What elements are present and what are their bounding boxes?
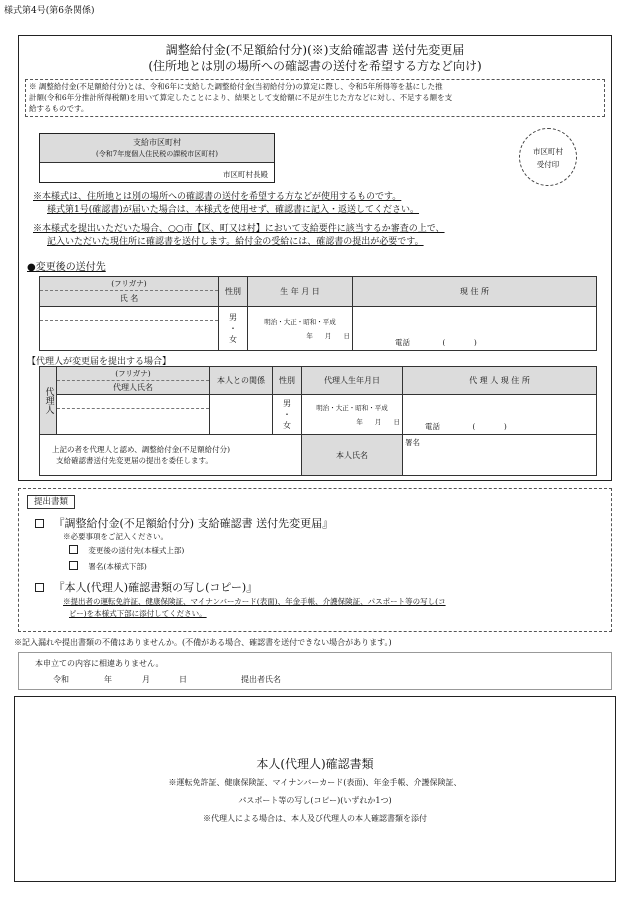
proxy-table bbox=[39, 366, 597, 476]
stamp-label: 受付印 bbox=[536, 160, 560, 169]
gender-label: 性別 bbox=[219, 277, 248, 307]
municipality-title: 支給市区町村 bbox=[133, 138, 181, 147]
proxy-name-label: 代理人氏名 bbox=[113, 383, 153, 392]
submitter-name-input[interactable] bbox=[299, 673, 589, 687]
birthdate-input[interactable] bbox=[248, 307, 353, 351]
notice-line: ※本様式を提出いただいた場合、○○市【区、町又は村】において支給要件に該当するか審査の上で、 bbox=[33, 224, 445, 234]
document1-note: ※必要事項をご記入ください。 bbox=[63, 532, 168, 541]
phone-input[interactable]: ( ) bbox=[472, 422, 507, 431]
proxy-gender-select[interactable] bbox=[273, 395, 302, 435]
gender-female: 女 bbox=[283, 421, 291, 430]
date-month: 月 bbox=[142, 675, 150, 684]
note-line: 給するものです。 bbox=[29, 104, 89, 113]
completeness-note: ※記入漏れや提出書類の不備はありませんか。(不備がある場合、確認書を送付できない場合があります。) bbox=[14, 638, 392, 647]
id-document-attach-area[interactable] bbox=[14, 696, 616, 882]
form-subtitle: (住所地とは別の場所への確認書の送付を希望する方など向け) bbox=[148, 59, 482, 73]
address-input[interactable] bbox=[353, 307, 597, 351]
era-options: 明治・大正・昭和・平成 bbox=[264, 317, 336, 326]
id-box-line: ※運転免許証、健康保険証、マイナンバーカード(表面)、年金手帳、介護保険証、 bbox=[168, 778, 462, 787]
furigana-label: (フリガナ) bbox=[40, 277, 218, 291]
name-input[interactable] bbox=[40, 321, 218, 350]
id-box-line: ※代理人による場合は、本人及び代理人の本人確認書類を添付 bbox=[203, 814, 427, 823]
sub2-label: 署名(本様式下部) bbox=[88, 562, 147, 571]
gender-male: 男 bbox=[229, 313, 237, 322]
id-box-line: パスポート等の写し(コピー)(いずれか1つ) bbox=[238, 796, 392, 805]
submitter-name-label: 提出者氏名 bbox=[241, 675, 281, 684]
form-frame bbox=[18, 35, 612, 481]
notice-line: ※本様式は、住所地とは別の場所への確認書の送付を希望する方などが使用するものです。 bbox=[33, 192, 402, 202]
era-options: 明治・大正・昭和・平成 bbox=[316, 403, 388, 412]
new-destination-table bbox=[39, 276, 597, 351]
principal-name-label: 本人氏名 bbox=[302, 435, 403, 476]
id-box-title: 本人(代理人)確認書類 bbox=[256, 757, 374, 771]
note-line: ※ 調整給付金(不足額給付分)とは、令和6年に支給した調整給付金(当初給付分)の算定に際し、令和5年所得等を基にした推 bbox=[29, 82, 443, 91]
principal-signature-input[interactable] bbox=[403, 435, 597, 476]
section-heading-new-destination: ●変更後の送付先 bbox=[27, 262, 106, 273]
date-era: 令和 bbox=[53, 675, 69, 684]
document2-title: 『本人(代理人)確認書類の写し(コピー)』 bbox=[53, 581, 258, 594]
proxy-name-input[interactable] bbox=[57, 409, 209, 434]
relation-input[interactable] bbox=[210, 395, 273, 435]
document2-checkbox[interactable] bbox=[35, 583, 44, 592]
proxy-furigana-label: (フリガナ) bbox=[57, 367, 209, 381]
stamp-label: 市区町村 bbox=[533, 147, 563, 156]
form-title: 調整給付金(不足額給付分)(※)支給確認書 送付先変更届 bbox=[165, 43, 465, 57]
document1-checkbox[interactable] bbox=[35, 519, 44, 528]
signature-label: 署名 bbox=[405, 438, 420, 447]
name-label: 氏 名 bbox=[119, 294, 139, 303]
date-year: 年 bbox=[104, 675, 112, 684]
proxy-birthdate-input[interactable] bbox=[302, 395, 403, 435]
declaration-text: 本申立ての内容に相違ありません。 bbox=[35, 659, 164, 668]
ymd-label: 年 月 日 bbox=[306, 331, 350, 340]
gender-female: 女 bbox=[229, 335, 237, 344]
document1-title: 『調整給付金(不足額給付分) 支給確認書 送付先変更届』 bbox=[53, 517, 334, 530]
form-number: 様式第4号(第6条関係) bbox=[4, 6, 95, 16]
gender-male: 男 bbox=[283, 399, 291, 408]
reception-stamp-area bbox=[519, 128, 577, 186]
proxy-furigana-input[interactable] bbox=[57, 395, 209, 409]
delegation-statement: 上記の者を代理人と認め、調整給付金(不足額給付分) 支給確認書送付先変更届の提出を委任します。 bbox=[40, 435, 302, 476]
gender-select[interactable] bbox=[219, 307, 248, 351]
note-line: 計額(令和6年分推計所得税額)を用いて算定したことにより、結果として支給額に不足が生じた方などに対し、不足する額を支 bbox=[29, 93, 453, 102]
furigana-input[interactable] bbox=[40, 307, 218, 321]
proxy-side-label: 代理人 bbox=[40, 367, 57, 435]
gender-dot: ・ bbox=[229, 324, 237, 333]
document2-note: ※提出者の運転免許証、健康保険証、マイナンバーカード(表面)、年金手帳、介護保険証、パスポート等の写し(コ bbox=[63, 597, 446, 606]
municipality-box bbox=[39, 133, 275, 183]
phone-label: 電話 bbox=[395, 338, 410, 347]
declaration-box bbox=[18, 652, 612, 690]
municipality-subtitle: (令和7年度個人住民税の課税市区町村) bbox=[96, 150, 218, 158]
sub1-checkbox[interactable] bbox=[69, 545, 78, 554]
gender-dot: ・ bbox=[283, 410, 291, 419]
ymd-label: 年 月 日 bbox=[356, 417, 400, 426]
mayor-addressee: 市区町村長殿 bbox=[223, 170, 268, 179]
notice-line: 記入いただいた現住所に確認書を送付します。給付金の受給には、確認書の提出が必要です。 bbox=[47, 237, 424, 247]
date-day: 日 bbox=[179, 675, 187, 684]
notice-line: 様式第1号(確認書)が届いた場合は、本様式を使用せず、確認書に記入・返送してください。 bbox=[47, 205, 420, 215]
required-documents-box bbox=[18, 488, 612, 632]
documents-label: 提出書類 bbox=[27, 495, 75, 509]
phone-label: 電話 bbox=[425, 422, 440, 431]
section-heading-proxy: 【代理人が変更届を提出する場合】 bbox=[27, 357, 172, 367]
relation-label: 本人との関係 bbox=[210, 367, 273, 395]
proxy-gender-label: 性別 bbox=[273, 367, 302, 395]
address-label: 現 住 所 bbox=[353, 277, 597, 307]
sub2-checkbox[interactable] bbox=[69, 561, 78, 570]
birthdate-label: 生 年 月 日 bbox=[248, 277, 353, 307]
definition-note bbox=[25, 79, 605, 117]
document2-note: ピー)を本様式下部に添付してください。 bbox=[69, 609, 207, 618]
proxy-birthdate-label: 代理人生年月日 bbox=[302, 367, 403, 395]
proxy-address-input[interactable] bbox=[403, 395, 597, 435]
sub1-label: 変更後の送付先(本様式上部) bbox=[88, 546, 185, 555]
proxy-address-label: 代 理 人 現 住 所 bbox=[403, 367, 597, 395]
phone-input[interactable]: ( ) bbox=[442, 338, 477, 347]
